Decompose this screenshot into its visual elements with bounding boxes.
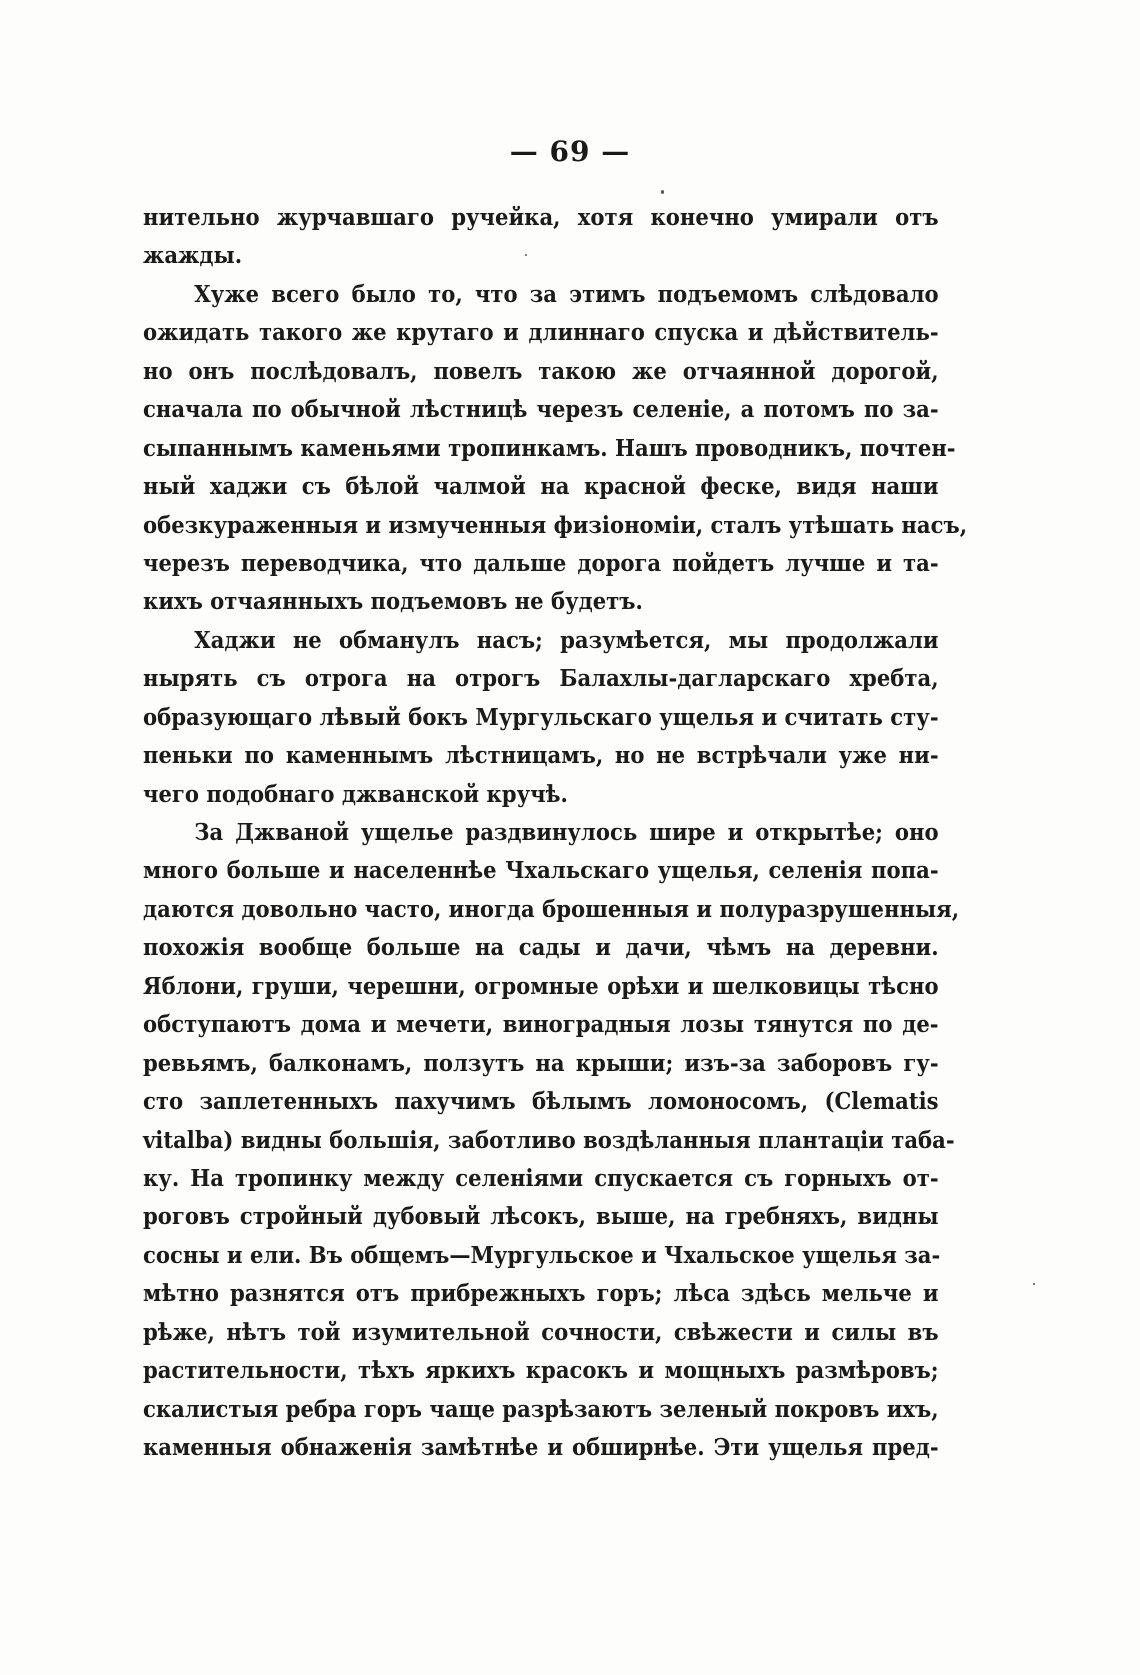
text-line: Хаджи не обманулъ насъ; разумѣется, мы продолжали <box>194 625 939 654</box>
text-line: кихъ отчаянныхъ подъемовъ не будетъ. <box>143 587 643 616</box>
text-line: сначала по обычной лѣстницѣ черезъ селеніе, а потомъ по за- <box>143 395 939 424</box>
body-text <box>143 198 968 1466</box>
text-line: пеньки по каменнымъ лѣстницамъ, но не встрѣчали уже ни- <box>143 741 939 770</box>
text-line: даются довольно часто, иногда брошенныя и полуразрушенныя, <box>143 894 960 923</box>
text-line: vitalba) видны большія, заботливо воздѣланныя плантаціи таба- <box>143 1125 955 1154</box>
text-line: ку. На тропинку между селеніями спускается съ горныхъ от- <box>143 1163 939 1192</box>
page-number: — 69 — <box>509 135 631 168</box>
text-line: чего подобнаго джванской кручѣ. <box>143 779 568 808</box>
text-line: Яблони, груши, черешни, огромные орѣхи и шелковицы тѣсно <box>143 971 939 1000</box>
scan-speck <box>661 190 664 194</box>
text-line: сосны и ели. Въ общемъ—Мургульское и Чхальское ущелья за- <box>143 1240 941 1269</box>
text-line: нырять съ отрога на отрогъ Балахлы-дагларскаго хребта, <box>143 664 939 693</box>
text-line: образующаго лѣвый бокъ Мургульскаго ущелья и считать сту- <box>143 702 939 731</box>
text-line: мѣтно разнятся отъ прибрежныхъ горъ; лѣса здѣсь мельче и <box>143 1279 939 1308</box>
text-line: но онъ послѣдовалъ, повелъ такою же отчаянной дорогой, <box>143 356 939 385</box>
text-line: ревьямъ, балконамъ, ползутъ на крыши; изъ-за заборовъ гу- <box>143 1048 939 1077</box>
text-line: черезъ переводчика, что дальше дорога пойдетъ лучше и та- <box>143 548 939 577</box>
text-line: каменныя обнаженія замѣтнѣе и обширнѣе. Эти ущелья пред- <box>143 1433 939 1461</box>
text-line: сто заплетенныхъ пахучимъ бѣлымъ ломоносомъ, (Clematis <box>143 1087 939 1116</box>
text-line: много больше и населеннѣе Чхальскаго ущелья, селенія попа- <box>143 856 939 885</box>
text-line: жажды. <box>143 241 243 270</box>
text-line: ный хаджи съ бѣлой чалмой на красной феске, видя наши <box>143 472 939 501</box>
text-line: обступаютъ дома и мечети, виноградныя лозы тянутся по де- <box>143 1010 939 1039</box>
text-line: нительно журчавшаго ручейка, хотя конечно умирали отъ <box>143 203 939 231</box>
text-line: ожидать такого же крутаго и длиннаго спуска и дѣйствитель- <box>143 318 939 347</box>
scan-speck <box>1033 1283 1035 1285</box>
scan-speck <box>525 254 527 256</box>
text-line: За Джваной ущелье раздвинулось шире и открытѣе; оно <box>194 818 939 846</box>
text-line: скалистыя ребра горъ чаще разрѣзаютъ зеленый покровъ ихъ, <box>143 1394 939 1423</box>
text-line: роговъ стройный дубовый лѣсокъ, выше, на гребняхъ, видны <box>143 1202 939 1231</box>
text-line: Хуже всего было то, что за этимъ подъемомъ слѣдовало <box>194 279 939 308</box>
text-line: рѣже, нѣтъ той изумительной сочности, свѣжести и силы въ <box>143 1317 939 1346</box>
text-line: похожія вообще больше на сады и дачи, чѣмъ на деревни. <box>143 933 939 962</box>
text-line: обезкураженныя и измученныя физіономіи, сталъ утѣшать насъ, <box>143 510 968 539</box>
text-line: сыпаннымъ каменьями тропинкамъ. Нашъ проводникъ, почтен- <box>143 433 956 462</box>
text-line: растительности, тѣхъ яркихъ красокъ и мощныхъ размѣровъ; <box>143 1356 939 1385</box>
